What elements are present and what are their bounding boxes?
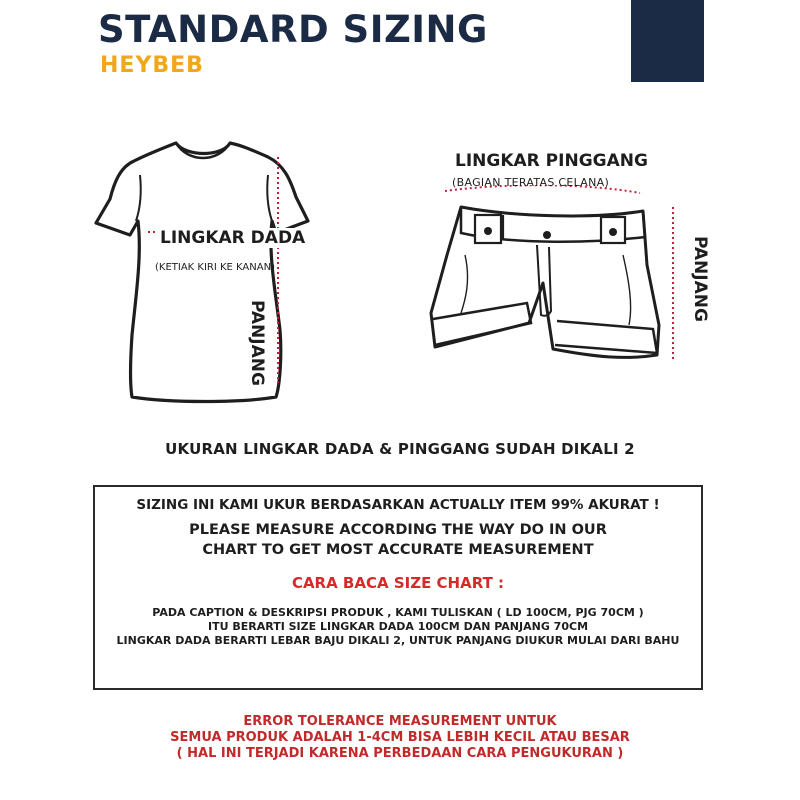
shorts-length-text: PANJANG (690, 236, 710, 322)
doubled-measurement-note: UKURAN LINGKAR DADA & PINGGANG SUDAH DIKALI 2 (165, 440, 635, 458)
info-box (93, 485, 703, 690)
waist-label: LINGKAR PINGGANG (455, 151, 648, 171)
how-to-read-body: PADA CAPTION & DESKRIPSI PRODUK , KAMI TULISKAN ( LD 100CM, PJG 70CM ) ITU BERARTI SIZE LINGKAR DADA 100CM DAN PANJANG 70CM LINGKAR DADA BERARTI LEBAR BAJU DIKALI 2, UNTUK PANJANG DIUKUR MULAI DARI BAHU (116, 606, 680, 647)
chest-label: LINGKAR DADA (160, 228, 306, 248)
shorts-length-label (680, 236, 720, 336)
shorts-illustration (425, 185, 675, 375)
page-title: STANDARD SIZING (98, 8, 488, 51)
waist-sublabel: (BAGIAN TERATAS CELANA) (452, 176, 610, 189)
how-to-read-title: CARA BACA SIZE CHART : (291, 574, 505, 592)
measure-instruction: PLEASE MEASURE ACCORDING THE WAY DO IN OUR CHART TO GET MOST ACCURATE MEASUREMENT (189, 522, 607, 558)
brand-name: HEYBEB (100, 53, 204, 78)
chest-sublabel: (KETIAK KIRI KE KANAN) (155, 262, 275, 273)
corner-accent-block (631, 0, 704, 82)
shirt-length-label (235, 300, 285, 390)
accuracy-statement: SIZING INI KAMI UKUR BERDASARKAN ACTUALLY ITEM 99% AKURAT ! (136, 497, 660, 513)
shirt-length-text: PANJANG (247, 300, 267, 386)
error-tolerance-note: ERROR TOLERANCE MEASUREMENT UNTUK SEMUA PRODUK ADALAH 1-4CM BISA LEBIH KECIL ATAU BESAR ( HAL INI TERJADI KARENA PERBEDAAN CARA PENGUKURAN ) (170, 714, 630, 761)
